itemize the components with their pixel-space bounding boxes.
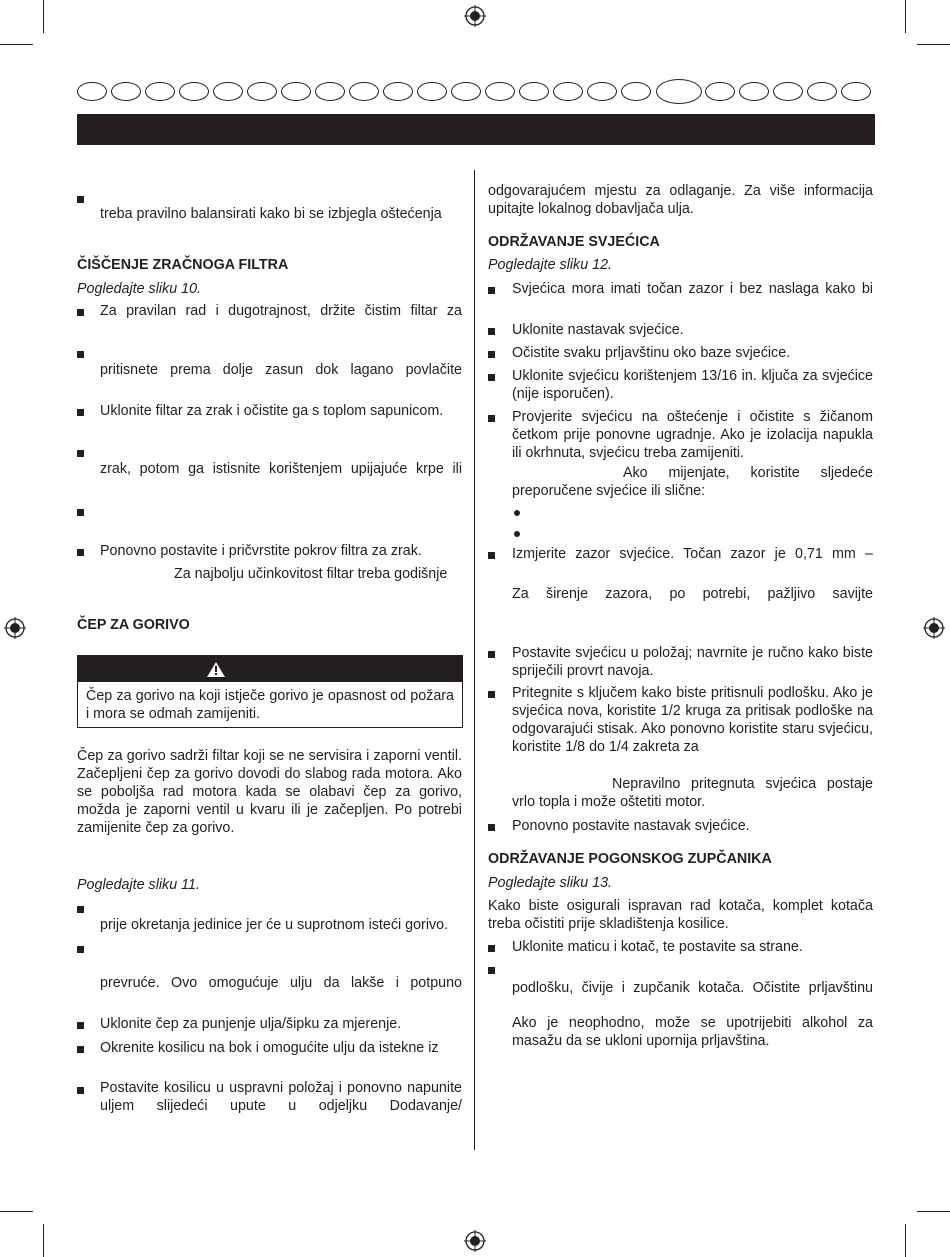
bullet <box>488 374 495 381</box>
figure-ref-13: Pogledajte sliku 13. <box>488 875 612 891</box>
oil-step-5: Postavite kosilicu u uspravni položaj i ponovno napunite uljem slijedeći upute u odjeljku Dodavanje/ <box>100 1080 462 1114</box>
bullet <box>77 1046 84 1053</box>
bullet <box>488 351 495 358</box>
bullet <box>77 450 84 457</box>
language-oval <box>315 82 345 101</box>
registration-mark-icon <box>464 1230 486 1252</box>
right-continuation: odgovarajućem mjestu za odlaganje. Za više informacija upitajte lokalnog dobavljača ulja. <box>488 183 873 217</box>
language-oval <box>451 82 481 101</box>
language-oval <box>807 82 837 101</box>
crop-mark <box>0 44 33 45</box>
heading-air-filter: ČIŠČENJE ZRAČNOGA FILTRA <box>77 257 289 273</box>
air-step-1: Za pravilan rad i dugotrajnost, držite čistim filtar za <box>100 303 462 319</box>
heading-fuel-cap: ČEP ZA GORIVO <box>77 617 190 633</box>
warning-icon <box>207 662 225 677</box>
registration-mark-icon <box>923 617 945 639</box>
plug-step-8: Pritegnite s ključem kako biste pritisnuli podlošku. Ako je svjećica nova, koristite 1/2 kruga za pritisak podloške na odgovarajući stisak. Ako ponovno koristite staru svjećicu, koristite 1/8 do 1/4 zakreta za <box>512 685 873 755</box>
registration-mark-icon <box>464 5 486 27</box>
crop-mark <box>43 0 44 33</box>
bullet <box>77 906 84 913</box>
bullet <box>77 1022 84 1029</box>
bullet <box>77 351 84 358</box>
bullet <box>77 549 84 556</box>
language-oval <box>349 82 379 101</box>
fuel-cap-paragraph: Čep za gorivo sadrži filtar koji se ne servisira i zaporni ventil. Začepljeni čep za gorivo dovodi do slabog rada motora. Ako se poboljša rad motora kada se olabavi čep za gorivo, možda je zaporni ventil u kvaru ili je začepljen. Po potrebi zamijenite čep za gorivo. <box>77 748 462 836</box>
plug-step-5c: preporučene svjećice ili slične: <box>512 483 706 499</box>
registration-mark-icon <box>4 617 26 639</box>
crop-mark <box>917 1211 950 1212</box>
header-bar <box>77 114 875 145</box>
crop-mark <box>0 1211 33 1212</box>
air-step-4: zrak, potom ga istisnite korištenjem upijajuće krpe ili <box>100 461 462 477</box>
language-oval <box>773 82 803 101</box>
air-step-7: Za najbolju učinkovitost filtar treba godišnje <box>174 566 448 582</box>
plug-step-6b: Za širenje zazora, po potrebi, pažljivo savijte <box>512 586 873 602</box>
language-oval <box>705 82 735 101</box>
language-tabs <box>77 79 875 105</box>
left-bullet-1-line2: treba pravilno balansirati kako bi se izbjegla oštećenja <box>100 206 442 222</box>
warning-box <box>77 655 463 728</box>
crop-mark <box>905 1224 906 1257</box>
language-oval <box>553 82 583 101</box>
oil-step-2: prevruće. Ovo omogućuje ulju da lakše i potpuno <box>100 975 462 991</box>
language-oval <box>739 82 769 101</box>
language-oval <box>213 82 243 101</box>
language-oval <box>281 82 311 101</box>
language-oval <box>145 82 175 101</box>
bullet <box>488 967 495 974</box>
plug-step-7: Postavite svjećicu u položaj; navrnite je ručno kako biste spriječili provrt navoja. <box>512 645 873 679</box>
bullet <box>77 409 84 416</box>
bullet <box>488 415 495 422</box>
language-oval <box>179 82 209 101</box>
bullet <box>488 824 495 831</box>
plug-step-4: Uklonite svjećicu korištenjem 13/16 in. ključa za svjećice (nije isporučen). <box>512 368 873 402</box>
sub-bullet <box>514 510 520 516</box>
language-oval <box>383 82 413 101</box>
language-oval-active <box>656 79 702 104</box>
oil-step-1: prije okretanja jedinice jer će u suprotnom isteći gorivo. <box>100 917 449 933</box>
bullet <box>488 691 495 698</box>
bullet <box>488 552 495 559</box>
crop-mark <box>917 44 950 45</box>
air-step-2: pritisnete prema dolje zasun dok lagano povlačite <box>100 362 462 378</box>
crop-mark <box>43 1224 44 1257</box>
air-step-3: Uklonite filtar za zrak i očistite ga s toplom sapunicom. <box>100 403 444 419</box>
bullet <box>488 651 495 658</box>
plug-step-5b: Ako mijenjate, koristite sljedeće <box>623 465 873 481</box>
bullet <box>488 328 495 335</box>
gear-paragraph: Kako biste osigurali ispravan rad kotača, komplet kotača treba očistiti prije skladištenja kosilice. <box>488 898 873 932</box>
heading-drive-gear: ODRŽAVANJE POGONSKOG ZUPČANIKA <box>488 851 772 867</box>
language-oval <box>77 82 107 101</box>
bullet <box>77 946 84 953</box>
gear-step-2: podlošku, čivije i zupčanik kotača. Očistite prljavštinu <box>512 980 873 996</box>
bullet <box>77 196 84 203</box>
plug-step-3: Očistite svaku prljavštinu oko baze svjećice. <box>512 345 791 361</box>
warning-header <box>78 656 462 682</box>
language-oval <box>417 82 447 101</box>
language-oval <box>247 82 277 101</box>
plug-step-9: Ponovno postavite nastavak svjećice. <box>512 818 750 834</box>
air-step-6: Ponovno postavite i pričvrstite pokrov filtra za zrak. <box>100 543 422 559</box>
crop-mark <box>905 0 906 33</box>
plug-step-8b: Nepravilno pritegnuta svjećica postaje <box>612 776 873 792</box>
gear-step-1: Uklonite maticu i kotač, te postavite sa strane. <box>512 939 803 955</box>
language-oval <box>485 82 515 101</box>
figure-ref-12: Pogledajte sliku 12. <box>488 257 612 273</box>
bullet <box>77 309 84 316</box>
gear-step-3: Ako je neophodno, može se upotrijebiti alkohol za masažu da se ukloni upornija prljavština. <box>512 1015 873 1049</box>
plug-step-1: Svjećica mora imati točan zazor i bez naslaga kako bi <box>512 281 873 297</box>
plug-step-8c: vrlo topla i može oštetiti motor. <box>512 794 706 810</box>
heading-spark-plug: ODRŽAVANJE SVJEĆICA <box>488 234 660 250</box>
bullet <box>488 287 495 294</box>
oil-step-4: Okrenite kosilicu na bok i omogućite ulju da istekne iz <box>100 1040 439 1056</box>
sub-bullet <box>514 531 520 537</box>
plug-step-5: Provjerite svjećicu na oštećenje i očistite s žičanom četkom prije ponovne ugradnje. Ako je izolacija napukla ili okrhnuta, svjećicu treba zamijeniti. <box>512 409 873 461</box>
language-oval <box>621 82 651 101</box>
language-oval <box>841 82 871 101</box>
bullet <box>77 1087 84 1094</box>
bullet <box>77 509 84 516</box>
warning-text: Čep za gorivo na koji istječe gorivo je opasnost od požara i mora se odmah zamijeniti. <box>86 688 454 722</box>
figure-ref-11: Pogledajte sliku 11. <box>77 877 200 893</box>
plug-step-2: Uklonite nastavak svjećice. <box>512 322 684 338</box>
bullet <box>488 945 495 952</box>
language-oval <box>587 82 617 101</box>
plug-step-6: Izmjerite zazor svjećice. Točan zazor je 0,71 mm – <box>512 546 873 562</box>
language-oval <box>519 82 549 101</box>
oil-step-3: Uklonite čep za punjenje ulja/šipku za mjerenje. <box>100 1016 402 1032</box>
figure-ref-10: Pogledajte sliku 10. <box>77 281 201 297</box>
column-divider <box>474 170 475 1150</box>
language-oval <box>111 82 141 101</box>
